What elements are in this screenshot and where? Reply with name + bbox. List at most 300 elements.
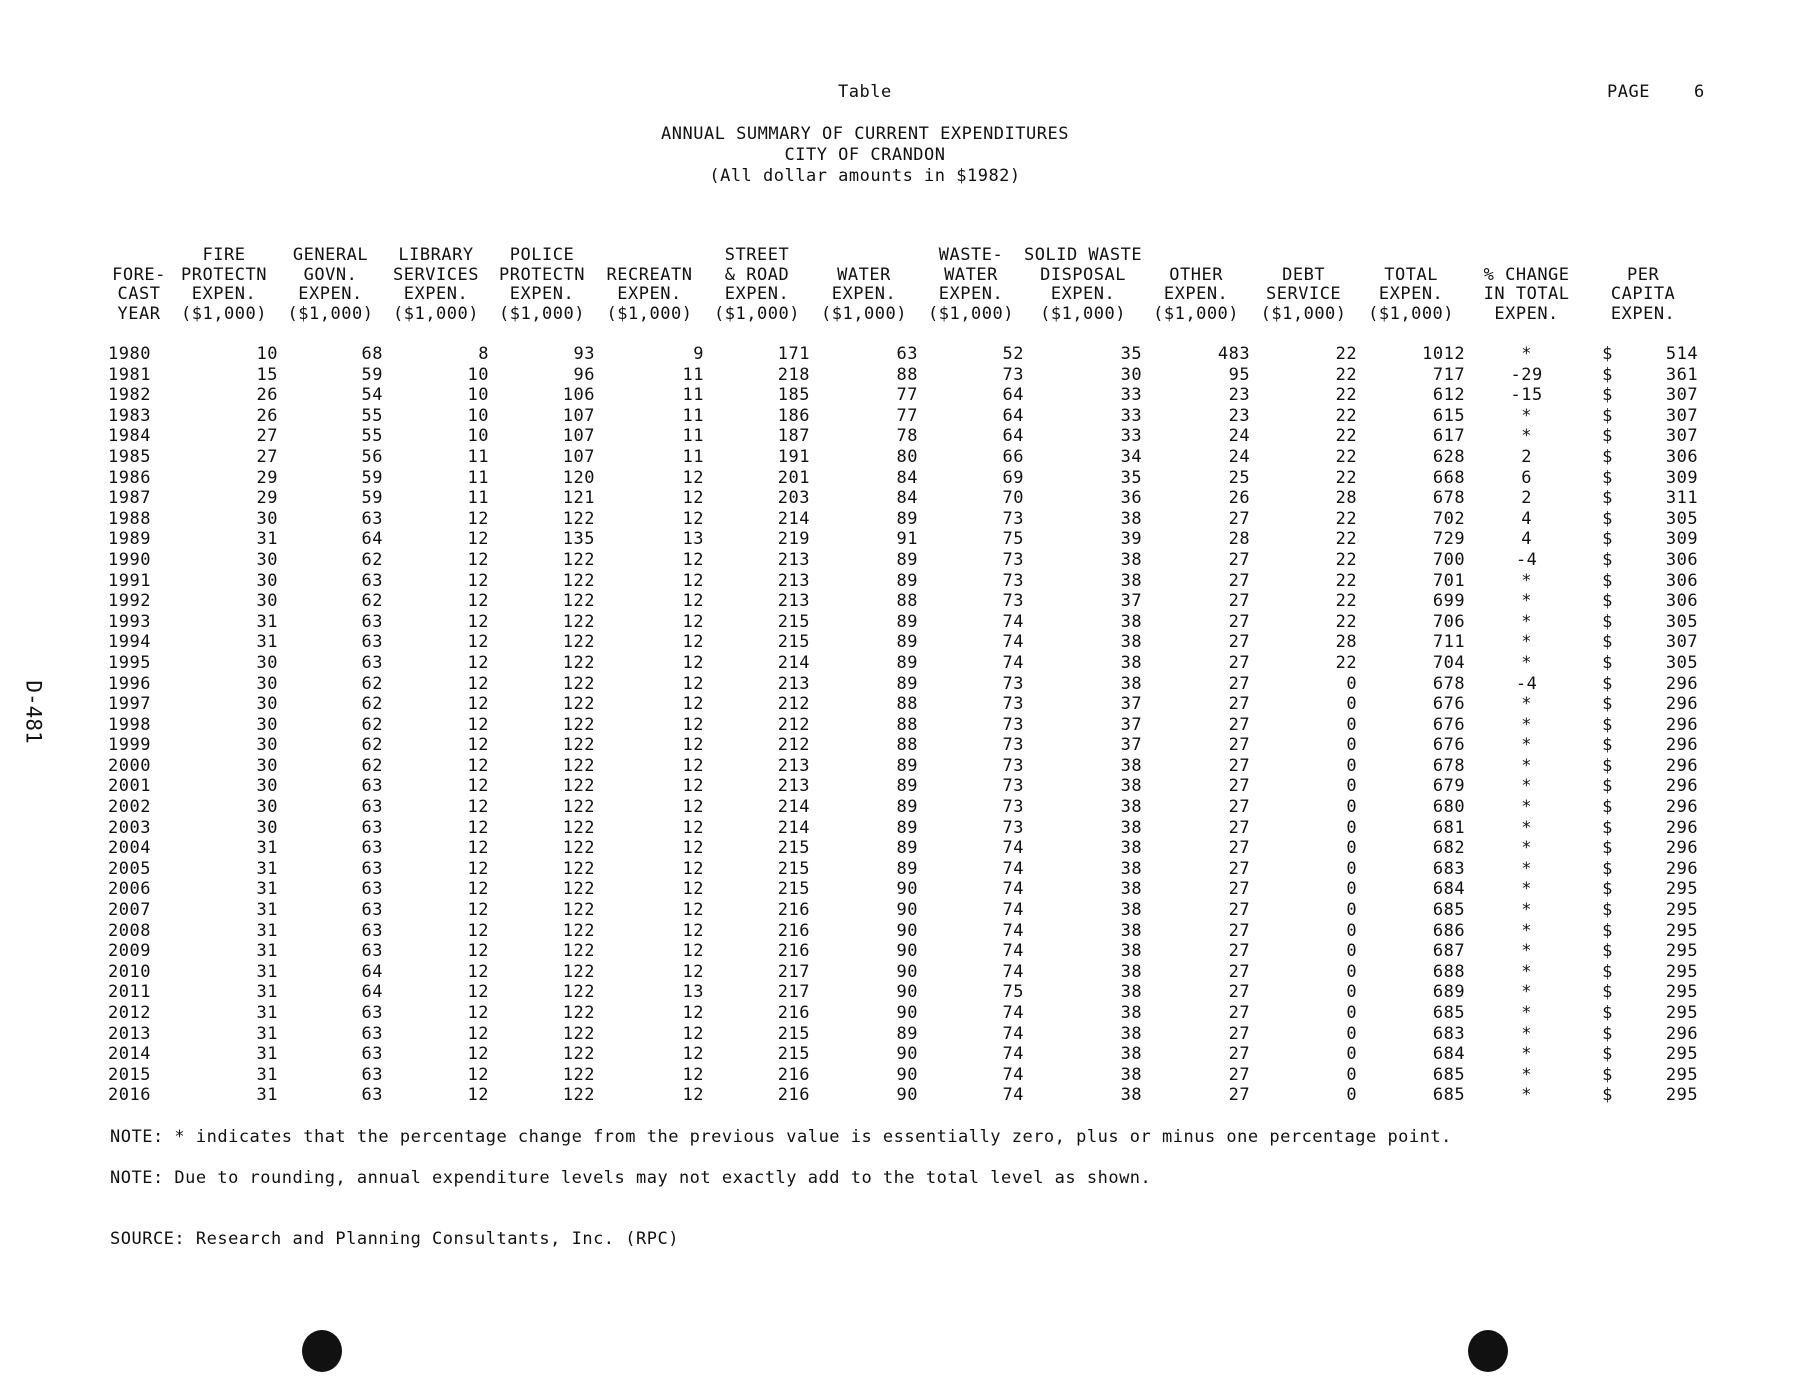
- table-cell: 59: [361, 488, 383, 509]
- table-cell: $: [1602, 838, 1613, 859]
- table-cell: 89: [896, 817, 918, 838]
- table-cell: 27: [1228, 1064, 1251, 1085]
- table-cell: 13: [682, 529, 704, 550]
- table-cell: 31: [256, 961, 278, 982]
- table-cell: 63: [361, 879, 383, 900]
- table-cell: 122: [562, 920, 595, 941]
- table-cell: *: [1521, 961, 1532, 982]
- column-header-line: RECREATN: [606, 264, 693, 285]
- table-cell: 106: [562, 385, 595, 406]
- column-header: [1357, 246, 1465, 324]
- table-row: [108, 550, 1698, 571]
- table-cell: 62: [361, 694, 383, 715]
- table-cell: 203: [777, 488, 810, 509]
- table-cell: 213: [777, 673, 810, 694]
- table-cell: 64: [361, 529, 383, 550]
- table-cell: 0: [1346, 1023, 1358, 1044]
- column-header-line: STREET: [724, 245, 790, 265]
- column-header-line: TOTAL: [1384, 264, 1438, 285]
- table-cell: 295: [1665, 941, 1699, 962]
- table-cell: 12: [467, 838, 489, 859]
- table-cell: 89: [896, 632, 918, 653]
- table-cell: 678: [1432, 488, 1466, 509]
- table-cell: 676: [1432, 735, 1466, 756]
- column-header-line: POLICE: [509, 245, 575, 265]
- table-cell: 296: [1665, 858, 1699, 879]
- table-cell: 26: [256, 385, 278, 406]
- table-cell: 30: [256, 817, 278, 838]
- table-row: [108, 962, 1698, 983]
- table-cell: 74: [1002, 1044, 1024, 1065]
- table-cell: 306: [1665, 570, 1699, 591]
- table-cell: 22: [1335, 529, 1358, 550]
- table-row: [108, 715, 1698, 736]
- table-cell: 685: [1432, 900, 1466, 921]
- table-cell: 1983: [108, 405, 151, 426]
- table-cell: *: [1521, 344, 1532, 364]
- table-cell: 628: [1432, 446, 1466, 467]
- column-header-line: [1142, 246, 1250, 266]
- table-cell: 0: [1346, 755, 1358, 776]
- column-header-line: DEBT: [1282, 264, 1326, 285]
- table-cell: 676: [1432, 714, 1466, 735]
- column-header-line: & ROAD: [724, 264, 790, 285]
- table-cell: 90: [896, 982, 918, 1003]
- table-cell: 1991: [108, 570, 151, 591]
- table-cell: 30: [256, 652, 278, 673]
- table-cell: 216: [777, 1003, 810, 1023]
- table-cell: 38: [1120, 920, 1143, 941]
- table-cell: 31: [256, 632, 278, 653]
- column-header-line: ($1,000): [1260, 303, 1347, 324]
- table-cell: 89: [896, 611, 918, 632]
- table-cell: 63: [361, 570, 383, 591]
- table-cell: 90: [896, 961, 918, 982]
- side-page-code: D-481: [21, 680, 46, 744]
- table-cell: 306: [1665, 446, 1699, 467]
- table-cell: 10: [467, 385, 489, 406]
- table-cell: 12: [682, 838, 704, 859]
- table-cell: 186: [777, 405, 810, 426]
- punch-hole-right: [1468, 1330, 1508, 1372]
- table-cell: 122: [562, 1064, 595, 1085]
- table-cell: 12: [467, 591, 489, 612]
- table-cell: 215: [777, 858, 810, 879]
- table-cell: $: [1602, 879, 1613, 900]
- table-cell: 30: [256, 776, 278, 797]
- table-cell: 688: [1432, 961, 1466, 982]
- table-cell: 12: [682, 1023, 704, 1044]
- table-cell: 73: [1002, 797, 1024, 818]
- table-cell: 38: [1120, 632, 1143, 653]
- table-cell: 1990: [108, 549, 151, 570]
- table-cell: 2: [1521, 488, 1532, 509]
- table-cell: 63: [361, 900, 383, 921]
- table-cell: 31: [256, 611, 278, 632]
- table-cell: 12: [682, 961, 704, 982]
- table-cell: 12: [467, 611, 489, 632]
- table-cell: 306: [1665, 591, 1699, 612]
- table-cell: 89: [896, 858, 918, 879]
- table-cell: 1999: [108, 735, 151, 756]
- table-cell: 12: [467, 508, 489, 529]
- table-cell: 12: [467, 570, 489, 591]
- table-cell: 68: [361, 344, 383, 364]
- table-cell: 59: [361, 467, 383, 488]
- table-cell: 27: [1228, 1023, 1251, 1044]
- table-cell: 689: [1432, 982, 1466, 1003]
- table-cell: 31: [256, 1064, 278, 1085]
- column-header: [278, 246, 383, 324]
- table-cell: 296: [1665, 817, 1699, 838]
- table-cell: 89: [896, 652, 918, 673]
- table-cell: 73: [1002, 714, 1024, 735]
- table-cell: 2000: [108, 755, 151, 776]
- column-header-line: EXPEN.: [191, 284, 257, 304]
- table-cell: 2010: [108, 961, 151, 982]
- table-cell: 73: [1002, 755, 1024, 776]
- table-cell: 63: [896, 344, 918, 364]
- table-cell: 296: [1665, 776, 1699, 797]
- table-cell: 26: [256, 405, 278, 426]
- table-cell: 686: [1432, 920, 1466, 941]
- column-header-line: WATER: [944, 264, 998, 285]
- table-cell: 22: [1335, 508, 1358, 529]
- table-cell: 612: [1432, 385, 1466, 406]
- table-cell: 62: [361, 714, 383, 735]
- table-cell: 0: [1346, 961, 1358, 982]
- table-cell: -4: [1515, 673, 1538, 694]
- column-header-line: [1588, 246, 1698, 266]
- column-header-line: EXPEN.: [617, 284, 682, 304]
- table-cell: 1989: [108, 529, 151, 550]
- column-header: [918, 246, 1024, 324]
- table-cell: 23: [1228, 405, 1251, 426]
- table-cell: 27: [1228, 982, 1251, 1003]
- column-header-line: EXPEN.: [1050, 284, 1116, 304]
- table-cell: 31: [256, 920, 278, 941]
- column-header-line: LIBRARY: [398, 245, 474, 265]
- table-cell: 74: [1002, 1064, 1024, 1085]
- column-header-line: DISPOSAL: [1040, 264, 1126, 285]
- table-cell: 77: [896, 405, 918, 426]
- table-cell: 4: [1521, 529, 1532, 550]
- column-header: [1142, 246, 1250, 324]
- table-cell: 30: [256, 694, 278, 715]
- table-cell: 12: [682, 858, 704, 879]
- table-row: [108, 509, 1698, 530]
- table-cell: 307: [1665, 632, 1699, 653]
- table-cell: *: [1521, 797, 1532, 818]
- table-cell: 90: [896, 879, 918, 900]
- table-cell: 305: [1665, 508, 1699, 529]
- table-cell: 37: [1120, 735, 1143, 756]
- table-cell: 309: [1665, 467, 1699, 488]
- table-cell: 122: [562, 570, 595, 591]
- table-cell: 38: [1120, 797, 1143, 818]
- table-cell: 31: [256, 941, 278, 962]
- table-cell: 30: [256, 570, 278, 591]
- table-cell: 311: [1665, 488, 1699, 509]
- table-cell: 30: [256, 714, 278, 735]
- table-cell: 309: [1665, 529, 1699, 550]
- table-cell: 214: [777, 797, 810, 818]
- table-cell: $: [1602, 1064, 1613, 1085]
- table-cell: 12: [467, 652, 489, 673]
- column-header-line: ($1,000): [1040, 303, 1126, 324]
- table-cell: 12: [467, 920, 489, 941]
- column-header-line: PROTECTN: [181, 264, 267, 285]
- table-row: [108, 921, 1698, 942]
- table-cell: 514: [1665, 344, 1699, 364]
- table-cell: 12: [682, 632, 704, 653]
- table-cell: 216: [777, 1064, 810, 1085]
- table-cell: $: [1602, 755, 1613, 776]
- table-cell: 0: [1346, 797, 1358, 818]
- table-cell: 38: [1120, 1044, 1143, 1065]
- column-header-line: FORE-: [112, 264, 166, 285]
- table-cell: 185: [777, 385, 810, 406]
- table-cell: 107: [562, 405, 595, 426]
- table-cell: 38: [1120, 508, 1143, 529]
- table-cell: 683: [1432, 1023, 1466, 1044]
- expenditure-table: [108, 246, 1698, 1106]
- table-cell: 70: [1002, 488, 1024, 509]
- table-cell: 89: [896, 776, 918, 797]
- table-cell: *: [1521, 941, 1532, 962]
- table-row: [108, 941, 1698, 962]
- table-cell: 12: [682, 1003, 704, 1023]
- column-header-line: EXPEN.: [831, 284, 897, 304]
- table-cell: 212: [777, 714, 810, 735]
- table-cell: 22: [1335, 467, 1358, 488]
- table-cell: 23: [1228, 385, 1251, 406]
- table-cell: 75: [1002, 982, 1024, 1003]
- table-cell: 11: [682, 446, 704, 467]
- table-cell: *: [1521, 900, 1532, 921]
- table-cell: 1981: [108, 364, 151, 385]
- table-cell: 12: [467, 1044, 489, 1065]
- table-cell: 38: [1120, 838, 1143, 859]
- table-cell: 78: [896, 426, 918, 447]
- column-header-line: EXPEN.: [1163, 284, 1229, 304]
- table-cell: 0: [1346, 776, 1358, 797]
- table-cell: $: [1602, 694, 1613, 715]
- table-cell: $: [1602, 529, 1613, 550]
- table-cell: *: [1521, 879, 1532, 900]
- table-cell: 63: [361, 776, 383, 797]
- table-row: [108, 612, 1698, 633]
- table-cell: 2002: [108, 797, 151, 818]
- table-cell: 685: [1432, 1064, 1466, 1085]
- table-cell: 680: [1432, 797, 1466, 818]
- table-cell: 216: [777, 1085, 810, 1106]
- table-cell: *: [1521, 591, 1532, 612]
- table-cell: 1994: [108, 632, 151, 653]
- table-cell: 28: [1335, 488, 1358, 509]
- table-row: [108, 776, 1698, 797]
- table-cell: 122: [562, 549, 595, 570]
- table-cell: 12: [682, 879, 704, 900]
- table-cell: 1992: [108, 591, 151, 612]
- table-label: Table: [838, 82, 892, 102]
- table-cell: 2014: [108, 1044, 151, 1065]
- table-cell: 0: [1346, 1085, 1358, 1106]
- table-cell: 0: [1346, 920, 1358, 941]
- table-cell: 2003: [108, 817, 151, 838]
- column-header: [108, 246, 170, 324]
- table-cell: $: [1602, 961, 1613, 982]
- table-cell: 305: [1665, 652, 1699, 673]
- table-cell: 0: [1346, 735, 1358, 756]
- table-cell: *: [1521, 570, 1532, 591]
- table-cell: 22: [1335, 591, 1358, 612]
- table-cell: 52: [1002, 344, 1024, 364]
- table-cell: 12: [682, 735, 704, 756]
- table-cell: *: [1521, 1044, 1532, 1065]
- table-cell: 12: [467, 776, 489, 797]
- column-header-line: ($1,000): [287, 303, 374, 324]
- table-cell: 296: [1665, 838, 1699, 859]
- column-header-line: ($1,000): [393, 303, 479, 324]
- table-cell: 2008: [108, 920, 151, 941]
- table-row: [108, 756, 1698, 777]
- table-cell: 12: [467, 879, 489, 900]
- table-cell: 2016: [108, 1085, 151, 1106]
- table-cell: $: [1602, 405, 1613, 426]
- table-cell: 31: [256, 858, 278, 879]
- table-cell: 122: [562, 1003, 595, 1023]
- table-cell: 63: [361, 652, 383, 673]
- table-cell: 74: [1002, 611, 1024, 632]
- table-cell: *: [1521, 920, 1532, 941]
- column-header: [1588, 246, 1698, 324]
- table-cell: 122: [562, 508, 595, 529]
- table-cell: 12: [682, 1044, 704, 1065]
- table-cell: 12: [467, 797, 489, 818]
- table-cell: 10: [467, 405, 489, 426]
- table-cell: 2011: [108, 982, 151, 1003]
- column-header-line: CAPITA: [1610, 284, 1676, 304]
- table-cell: 295: [1665, 1064, 1699, 1085]
- table-cell: 120: [562, 467, 595, 488]
- table-cell: 38: [1120, 652, 1143, 673]
- table-cell: 122: [562, 632, 595, 653]
- table-cell: 296: [1665, 694, 1699, 715]
- table-cell: *: [1521, 405, 1532, 426]
- table-cell: 678: [1432, 673, 1466, 694]
- table-cell: 27: [1228, 508, 1251, 529]
- table-row: [108, 653, 1698, 674]
- table-cell: 37: [1120, 591, 1143, 612]
- table-cell: 63: [361, 611, 383, 632]
- column-header: [810, 246, 918, 324]
- table-cell: 34: [1120, 446, 1143, 467]
- table-cell: 0: [1346, 817, 1358, 838]
- table-cell: 27: [1228, 1085, 1251, 1106]
- table-cell: 12: [467, 549, 489, 570]
- table-cell: 27: [1228, 879, 1251, 900]
- table-cell: 63: [361, 1003, 383, 1023]
- table-cell: 15: [256, 364, 278, 385]
- table-cell: 215: [777, 1023, 810, 1044]
- table-cell: 63: [361, 920, 383, 941]
- table-cell: 91: [896, 529, 918, 550]
- column-header-line: PROTECTN: [499, 264, 585, 285]
- table-cell: 296: [1665, 714, 1699, 735]
- column-header-line: EXPEN.: [1494, 303, 1559, 324]
- table-cell: 10: [467, 426, 489, 447]
- table-cell: 38: [1120, 570, 1143, 591]
- table-row: [108, 488, 1698, 509]
- table-cell: 12: [682, 817, 704, 838]
- table-cell: $: [1602, 570, 1613, 591]
- table-cell: $: [1602, 344, 1613, 364]
- table-cell: $: [1602, 982, 1613, 1003]
- column-header-line: [810, 246, 918, 266]
- table-cell: 122: [562, 817, 595, 838]
- table-cell: 29: [256, 488, 278, 509]
- table-cell: 1986: [108, 467, 151, 488]
- table-cell: 122: [562, 838, 595, 859]
- table-cell: 27: [1228, 900, 1251, 921]
- table-cell: 11: [682, 426, 704, 447]
- table-cell: 4: [1521, 508, 1532, 529]
- table-cell: 122: [562, 858, 595, 879]
- table-cell: 2009: [108, 941, 151, 962]
- table-cell: 80: [896, 446, 918, 467]
- table-cell: 0: [1346, 1044, 1358, 1065]
- column-header-line: SERVICE: [1266, 284, 1342, 304]
- table-cell: 24: [1228, 426, 1251, 447]
- table-cell: 12: [682, 488, 704, 509]
- table-cell: 700: [1432, 549, 1466, 570]
- table-cell: 687: [1432, 941, 1466, 962]
- column-header: [170, 246, 278, 324]
- table-cell: 22: [1335, 652, 1358, 673]
- table-cell: 122: [562, 755, 595, 776]
- table-cell: 63: [361, 1064, 383, 1085]
- table-cell: 38: [1120, 673, 1143, 694]
- table-row: [108, 447, 1698, 468]
- table-cell: 296: [1665, 673, 1699, 694]
- table-cell: 122: [562, 1044, 595, 1065]
- table-cell: 27: [1228, 1003, 1251, 1023]
- table-cell: 90: [896, 1044, 918, 1065]
- column-header-line: [595, 246, 704, 266]
- table-cell: 307: [1665, 405, 1699, 426]
- table-cell: 31: [256, 1044, 278, 1065]
- table-cell: 296: [1665, 797, 1699, 818]
- table-cell: 31: [256, 1085, 278, 1106]
- table-cell: 0: [1346, 941, 1358, 962]
- table-cell: 615: [1432, 405, 1466, 426]
- column-header-line: PER: [1626, 264, 1660, 285]
- table-cell: 26: [1228, 488, 1251, 509]
- table-cell: 25: [1228, 467, 1251, 488]
- table-cell: 74: [1002, 941, 1024, 962]
- table-header-row: [108, 246, 1698, 324]
- table-cell: 191: [777, 446, 810, 467]
- column-header-line: [1250, 246, 1357, 266]
- column-header: [704, 246, 810, 324]
- table-cell: *: [1521, 1003, 1532, 1023]
- table-cell: 11: [682, 405, 704, 426]
- table-cell: 12: [682, 570, 704, 591]
- column-header-line: EXPEN.: [403, 284, 469, 304]
- table-cell: 121: [562, 488, 595, 509]
- table-row: [108, 365, 1698, 386]
